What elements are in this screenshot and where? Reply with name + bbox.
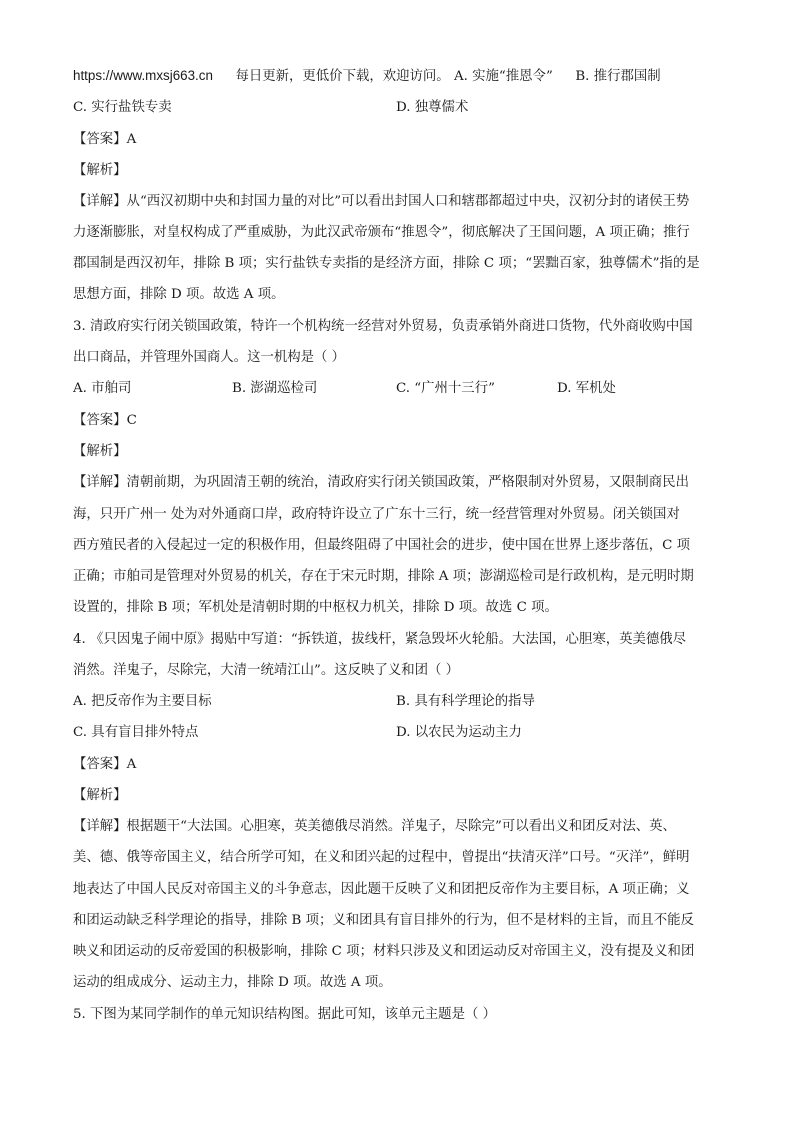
q3-answer <box>73 411 733 431</box>
q4-detail-line-6: 运动的组成成分、运动主力，排除 D 项。故选 A 项。 <box>73 975 392 990</box>
q4-detail-line-4: 和团运动缺乏科学理论的指导，排除 B 项；义和团具有盲目排外的行为，但不是材料的主旨，而且不能反 <box>73 913 694 928</box>
q4-detail-line-2: 美、德、俄等帝国主义，结合所学可知，在义和团兴起的过程中，曾提出“扶清灭洋”口号。“灭洋”，鲜明 <box>73 850 690 865</box>
q3-option-b: B. 澎湖巡检司 <box>232 381 318 396</box>
q4-answer <box>73 755 733 775</box>
answer-label: 【答案】 <box>73 132 127 147</box>
q3-option-c: C. “广州十三行” <box>396 381 495 396</box>
q3-detail-line-1: 【详解】清朝前期，为巩固清王朝的统治，清政府实行闭关锁国政策，严格限制对外贸易，又限制商民出 <box>73 475 689 490</box>
q4-option-b: B. 具有科学理论的指导 <box>396 694 535 709</box>
q4-stem-line-1: 4. 《只因鬼子闹中原》揭贴中写道：“拆铁道，拔线杆，紧急毁坏火轮船。大法国，心胆寒，英美德俄尽 <box>73 632 687 647</box>
q3-detail-line-3: 西方殖民者的入侵起过一定的积极作用，但最终阻碍了中国社会的进步，使中国在世界上逐步落伍，C 项 <box>73 538 691 553</box>
promo-text: 每日更新，更低价下载，欢迎访问。 <box>235 69 450 84</box>
q2-analysis-label: 【解析】 <box>73 163 127 178</box>
q2-detail-line-2: 力逐渐膨胀，对皇权构成了严重威胁，为此汉武帝颁布“推恩令”，彻底解决了王国问题，A 项正确；推行 <box>73 225 690 240</box>
q4-analysis-label: 【解析】 <box>73 788 127 803</box>
q2-answer <box>73 130 733 150</box>
answer-label: 【答案】 <box>73 757 127 772</box>
q4-option-d: D. 以农民为运动主力 <box>396 725 522 740</box>
q3-option-d: D. 军机处 <box>557 381 616 396</box>
site-url[interactable]: https://www.mxsj663.cn <box>73 68 213 83</box>
q2-detail-line-3: 郡国制是西汉初年，排除 B 项；实行盐铁专卖指的是经济方面，排除 C 项；“罢黜百家，独尊儒术”指的是 <box>73 256 700 271</box>
q4-detail-line-5: 映义和团运动的反帝爱国的积极影响，排除 C 项；材料只涉及义和团运动反对帝国主义，没有提及义和团 <box>73 944 695 959</box>
q4-option-c: C. 具有盲目排外特点 <box>73 725 199 740</box>
q3-option-a: A. 市舶司 <box>73 381 132 396</box>
q3-analysis-label: 【解析】 <box>73 444 127 459</box>
q4-option-a: A. 把反帝作为主要目标 <box>73 694 212 709</box>
q5-stem-line-1: 5. 下图为某同学制作的单元知识结构图。据此可知，该单元主题是（ ） <box>73 1007 497 1022</box>
q2-option-b: B. 推行郡国制 <box>575 69 661 84</box>
answer-value: A <box>126 757 137 772</box>
q2-detail-line-4: 思想方面，排除 D 项。故选 A 项。 <box>73 287 285 302</box>
q2-option-a: A. 实施“推恩令” <box>453 69 553 84</box>
header-line <box>73 66 733 87</box>
q4-detail-line-1: 【详解】根据题干“大法国。心胆寒，英美德俄尽消然。洋鬼子，尽除完”可以看出义和团反对法、英、 <box>73 819 676 834</box>
q3-stem-line-1: 3. 清政府实行闭关锁国政策，特许一个机构统一经营对外贸易，负责承销外商进口货物，代外商收购中国 <box>73 319 693 334</box>
q2-option-c: C. 实行盐铁专卖 <box>73 100 172 115</box>
q3-stem-line-2: 出口商品，并管理外国商人。这一机构是（ ） <box>73 350 346 365</box>
q4-detail-line-3: 地表达了中国人民反对帝国主义的斗争意志，因此题干反映了义和团把反帝作为主要目标，A 项正确；义 <box>73 882 690 897</box>
answer-label: 【答案】 <box>73 413 127 428</box>
q2-option-d: D. 独尊儒术 <box>396 100 469 115</box>
q3-detail-line-2: 海，只开广州一 处为对外通商口岸，政府特许设立了广东十三行，统一经营管理对外贸易。闭关锁国对 <box>73 507 680 522</box>
answer-value: C <box>126 413 137 428</box>
q3-detail-line-5: 设置的，排除 B 项；军机处是清朝时期的中枢权力机关，排除 D 项。故选 C 项。 <box>73 600 558 615</box>
q2-detail-line-1: 【详解】从“西汉初期中央和封国力量的对比”可以看出封国人口和辖郡都超过中央，汉初分封的诸侯王势 <box>73 194 690 209</box>
q3-detail-line-4: 正确；市舶司是管理对外贸易的机关，存在于宋元时期，排除 A 项；澎湖巡检司是行政机构，是元明时期 <box>73 569 694 584</box>
q4-stem-line-2: 消然。洋鬼子，尽除完，大清一统靖江山”。这反映了义和团（ ） <box>73 663 460 678</box>
answer-value: A <box>126 132 137 147</box>
